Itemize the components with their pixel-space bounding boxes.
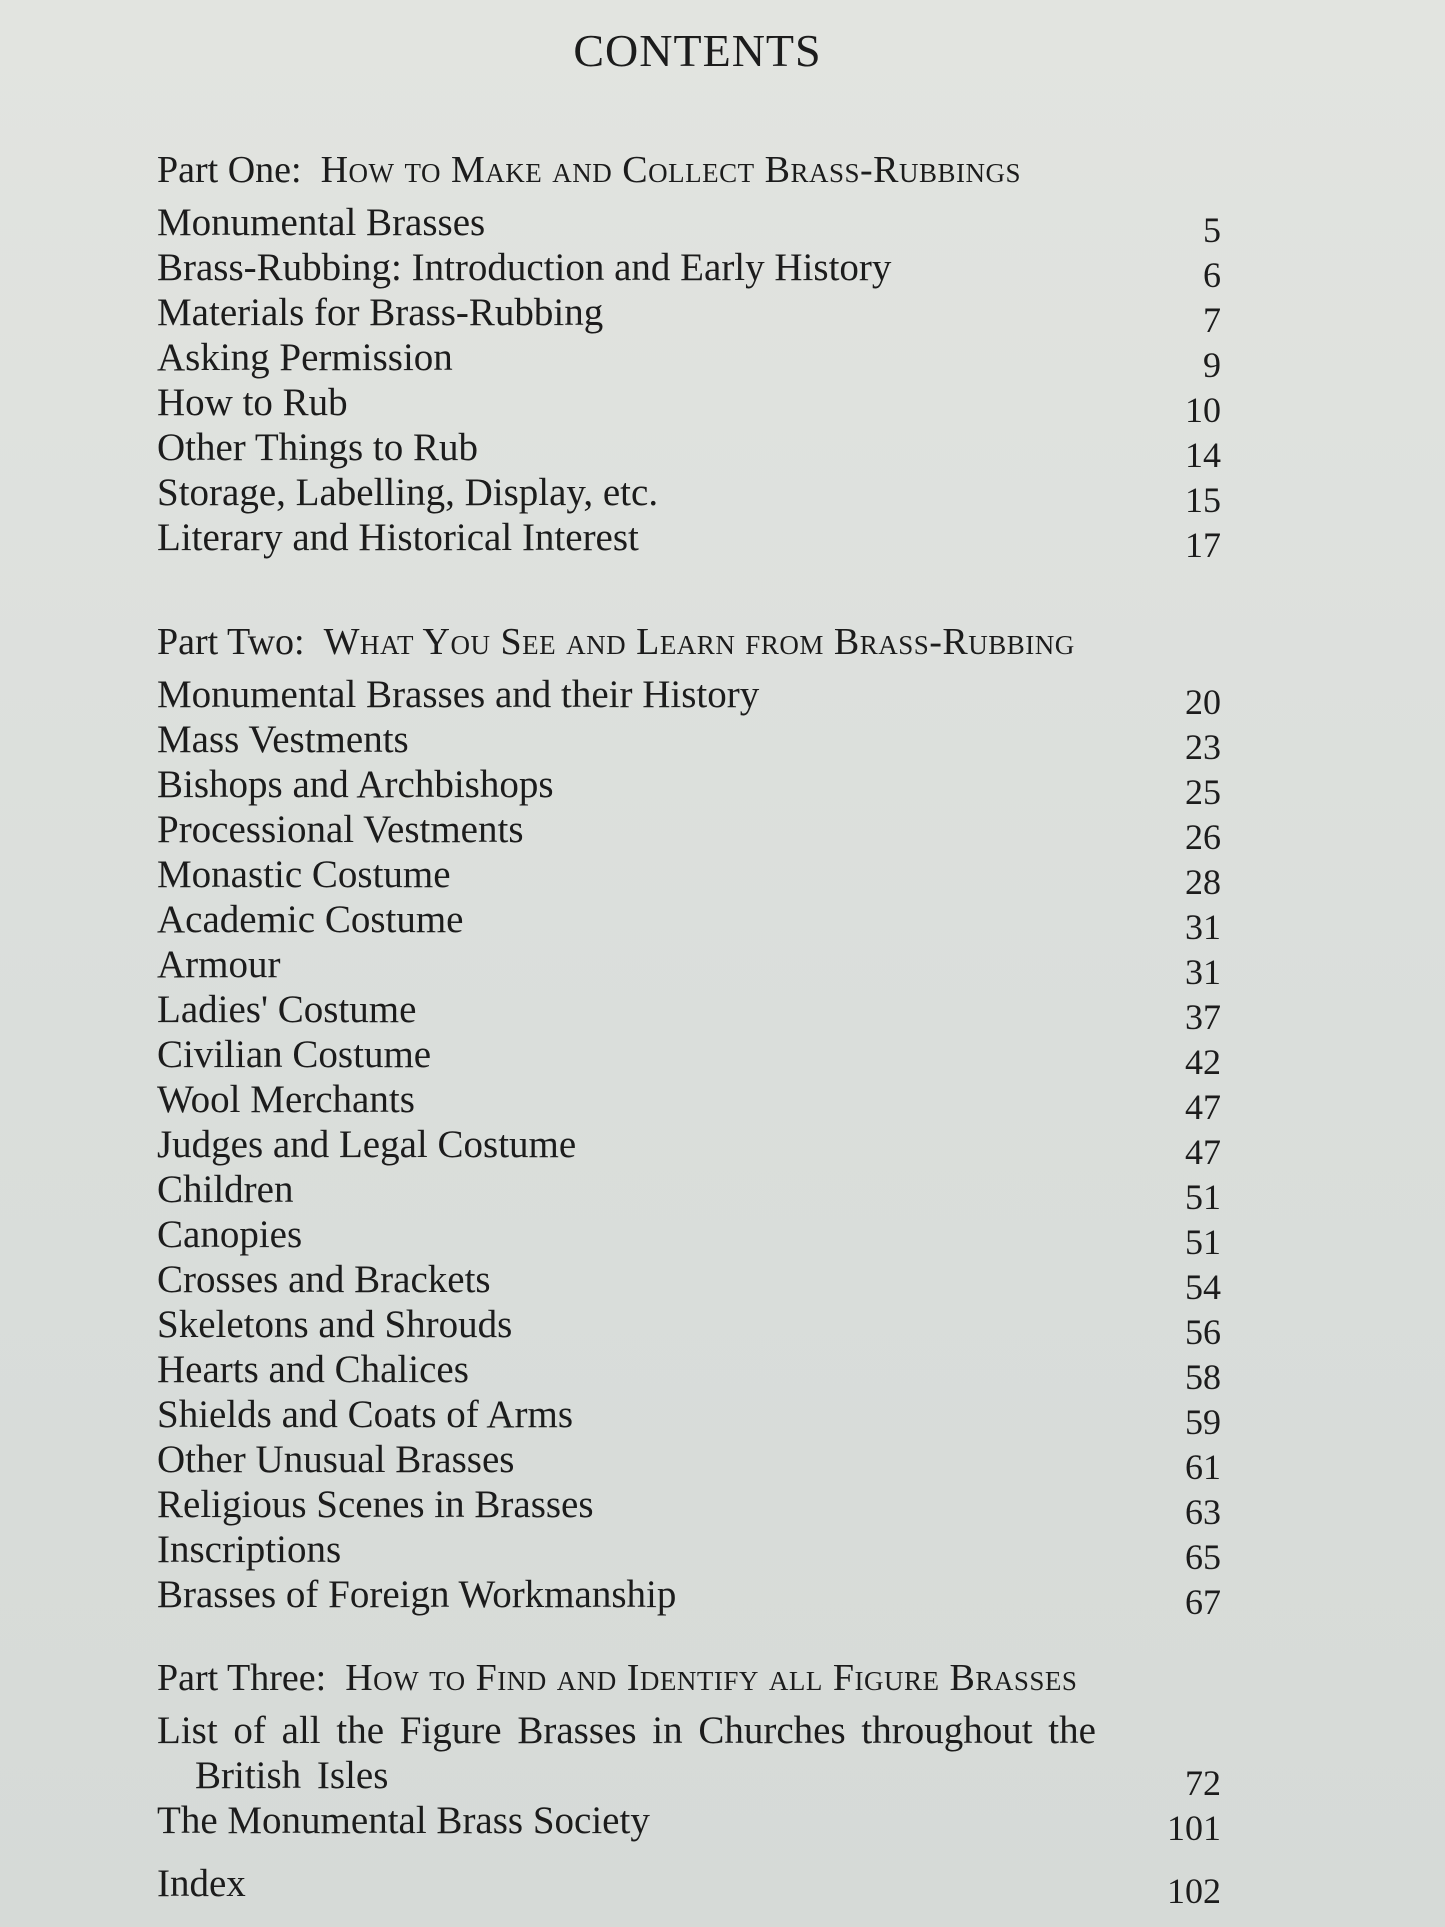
entry-page: 25: [1185, 772, 1221, 812]
entry-label: Ladies' Costume: [157, 988, 417, 1031]
toc-entry: [157, 807, 1237, 857]
entry-page: 14: [1185, 435, 1221, 475]
entry-label: Materials for Brass-Rubbing: [157, 291, 604, 334]
entry-label: Canopies: [157, 1213, 303, 1256]
entry-label-line1: List of all the Figure Brasses in Churches throughout the: [157, 1709, 1096, 1752]
entry-label: Storage, Labelling, Display, etc.: [157, 471, 659, 514]
entry-label: Crosses and Brackets: [157, 1258, 491, 1301]
part-three: [157, 1648, 1237, 1911]
entry-label: Monumental Brasses: [157, 201, 486, 244]
entry-page: 61: [1185, 1447, 1221, 1487]
entry-label: Literary and Historical Interest: [157, 516, 639, 559]
entry-page: 67: [1185, 1582, 1221, 1622]
toc-entry: [157, 1167, 1237, 1217]
entry-page: 17: [1185, 525, 1221, 565]
toc-entry: [157, 1302, 1237, 1352]
entry-page: 6: [1203, 255, 1221, 295]
entry-page: 7: [1203, 300, 1221, 340]
toc-entry: [157, 290, 1237, 340]
entry-page: 101: [1167, 1808, 1221, 1848]
toc-entry: [157, 1347, 1237, 1397]
entry-label: Civilian Costume: [157, 1033, 432, 1076]
entry-page: 63: [1185, 1492, 1221, 1532]
toc-entry: [157, 1077, 1237, 1127]
toc-entry: [157, 200, 1237, 250]
toc-entry: [157, 852, 1237, 902]
entry-page: 54: [1185, 1267, 1221, 1307]
entry-label: Religious Scenes in Brasses: [157, 1483, 594, 1526]
entry-label: Other Unusual Brasses: [157, 1438, 515, 1481]
entry-page: 37: [1185, 997, 1221, 1037]
entry-label: Skeletons and Shrouds: [157, 1303, 513, 1346]
part-title: How to Make and Collect Brass-Rubbings: [320, 149, 1022, 191]
entry-page: 51: [1185, 1222, 1221, 1262]
toc-entry: [157, 672, 1237, 722]
entry-label: How to Rub: [157, 381, 348, 424]
toc-entry: [157, 470, 1237, 520]
toc-entry: [157, 1392, 1237, 1442]
part-one: [157, 140, 1237, 565]
toc-entry: [157, 1257, 1237, 1307]
toc-entry: [157, 1122, 1237, 1172]
entry-page: 9: [1203, 345, 1221, 385]
toc-entry: [157, 380, 1237, 430]
entry-label: Hearts and Chalices: [157, 1348, 469, 1391]
entry-page: 47: [1185, 1087, 1221, 1127]
entry-label: The Monumental Brass Society: [157, 1799, 650, 1842]
entry-page: 26: [1185, 817, 1221, 857]
part-prefix: Part Three:: [157, 1657, 327, 1699]
page-title: CONTENTS: [573, 25, 822, 76]
entry-page: 31: [1185, 907, 1221, 947]
toc-entry: [157, 515, 1237, 565]
entry-page: 10: [1185, 390, 1221, 430]
entry-page: 15: [1185, 480, 1221, 520]
toc-entry: [157, 1861, 1237, 1911]
entry-page: 47: [1185, 1132, 1221, 1172]
entry-page: 65: [1185, 1537, 1221, 1577]
entry-label: Bishops and Archbishops: [157, 763, 554, 806]
toc-entry: [157, 1527, 1237, 1577]
part-two: [157, 612, 1237, 1622]
entry-page: 59: [1185, 1402, 1221, 1442]
entry-label: Brass-Rubbing: Introduction and Early History: [157, 246, 892, 289]
toc-entry: [157, 1572, 1237, 1622]
entry-page: 31: [1185, 952, 1221, 992]
entry-label: Academic Costume: [157, 898, 464, 941]
entry-label: Judges and Legal Costume: [157, 1123, 577, 1166]
toc-entry: [157, 762, 1237, 812]
toc-entry: [157, 335, 1237, 385]
entry-label: Other Things to Rub: [157, 426, 479, 469]
entry-page: 23: [1185, 727, 1221, 767]
toc-entry: [157, 1212, 1237, 1262]
part-heading: [157, 1648, 1237, 1708]
part-title: How to Find and Identify all Figure Brasses: [345, 1657, 1078, 1699]
entry-label: Monastic Costume: [157, 853, 451, 896]
toc-entry: [157, 987, 1237, 1037]
toc-entry: [157, 425, 1237, 475]
part-heading: [157, 612, 1237, 672]
toc-entry: [157, 1708, 1237, 1803]
toc-entry: [157, 1032, 1237, 1082]
toc-entry: [157, 1437, 1237, 1487]
part-heading: [157, 140, 1237, 200]
entry-label: Brasses of Foreign Workmanship: [157, 1573, 677, 1616]
entry-label: Armour: [157, 943, 281, 986]
entry-page: 5: [1203, 210, 1221, 250]
part-title: What You See and Learn from Brass-Rubbing: [323, 621, 1075, 663]
entry-page: 51: [1185, 1177, 1221, 1217]
toc-entry: [157, 717, 1237, 767]
toc-entry: [157, 1482, 1237, 1532]
toc-entry: [157, 1798, 1237, 1848]
entry-label: [157, 1708, 1147, 1798]
entry-page: 58: [1185, 1357, 1221, 1397]
entry-label: Children: [157, 1168, 294, 1211]
entry-page: 20: [1185, 682, 1221, 722]
entry-page: 72: [1185, 1763, 1221, 1803]
toc-entry: [157, 897, 1237, 947]
entry-label: Monumental Brasses and their History: [157, 673, 760, 716]
entry-page: 28: [1185, 862, 1221, 902]
entry-label: Wool Merchants: [157, 1078, 415, 1121]
entry-label: Shields and Coats of Arms: [157, 1393, 573, 1436]
entry-page: 102: [1167, 1871, 1221, 1911]
entry-label: Mass Vestments: [157, 718, 409, 761]
part-prefix: Part One:: [157, 149, 302, 191]
toc-entry: [157, 245, 1237, 295]
toc-entry: [157, 942, 1237, 992]
entry-page: 56: [1185, 1312, 1221, 1352]
part-prefix: Part Two:: [157, 621, 305, 663]
entry-label-line2: British Isles: [195, 1754, 389, 1797]
entry-label: Inscriptions: [157, 1528, 342, 1571]
entry-page: 42: [1185, 1042, 1221, 1082]
entry-label: Index: [157, 1862, 246, 1905]
entry-label: Asking Permission: [157, 336, 453, 379]
entry-label: Processional Vestments: [157, 808, 524, 851]
